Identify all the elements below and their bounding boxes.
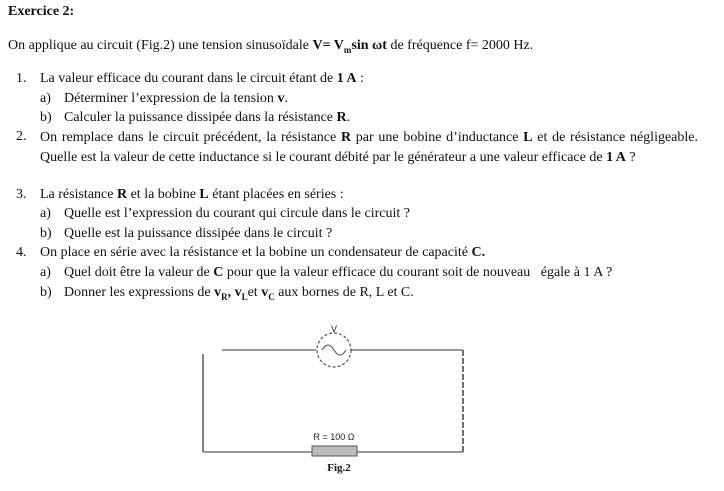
question-3b-text: Quelle est la puissance dissipée dans le circuit ? <box>64 226 333 241</box>
question-4-number: 4. <box>16 245 27 260</box>
exercise-title: Exercice 2: <box>8 4 75 19</box>
ac-source-icon <box>317 333 351 367</box>
circuit-figure <box>0 320 724 491</box>
question-3a-label: a) <box>40 206 51 221</box>
question-1-text: La valeur efficace du courant dans le circuit étant de 1 A : <box>40 71 364 86</box>
intro-paragraph: On applique au circuit (Fig.2) une tension sinusoïdale $V= V_m\sin$ ωt de fréquence f= 2000 Hz. <box>8 38 534 55</box>
question-4a-text: Quel doit être la valeur de C pour que la valeur efficace du courant soit de nouveau égale à 1 A ? <box>64 265 613 280</box>
source-label: V <box>330 324 338 334</box>
question-3-number: 3. <box>16 187 27 202</box>
question-4a-label: a) <box>40 265 51 280</box>
question-2-text: On remplace dans le circuit précédent, la résistance R par une bobine d’inductance L et de résistance négligeable. Quelle est la valeur de cette inductance si le courant débité par le générateur a une valeur efficace de 1 A ? <box>40 130 698 165</box>
question-4-text: On place en série avec la résistance et la bobine un condensateur de capacité C. <box>40 245 486 260</box>
question-1a-text: Déterminer l’expression de la tension v. <box>64 91 288 106</box>
question-3-text: La résistance R et la bobine L étant placées en séries : <box>40 187 344 202</box>
resistor-label: R = 100 Ω <box>313 432 355 442</box>
question-2-number: 2. <box>16 129 27 144</box>
question-1b-label: b) <box>40 110 52 125</box>
question-3a-text: Quelle est l’expression du courant qui circule dans le circuit ? <box>64 206 410 221</box>
question-4b-text: Donner les expressions de $v_R$, $v_Let$ $v_C$ aux bornes de R, L et C. <box>64 285 414 302</box>
question-3b-label: b) <box>40 226 52 241</box>
question-1a-label: a) <box>40 91 51 106</box>
resistor-icon <box>312 446 357 456</box>
question-1-number: 1. <box>16 71 27 86</box>
question-1b-text: Calculer la puissance dissipée dans la résistance R. <box>64 110 351 125</box>
question-4b-label: b) <box>40 285 52 300</box>
figure-caption: Fig.2 <box>327 462 351 474</box>
